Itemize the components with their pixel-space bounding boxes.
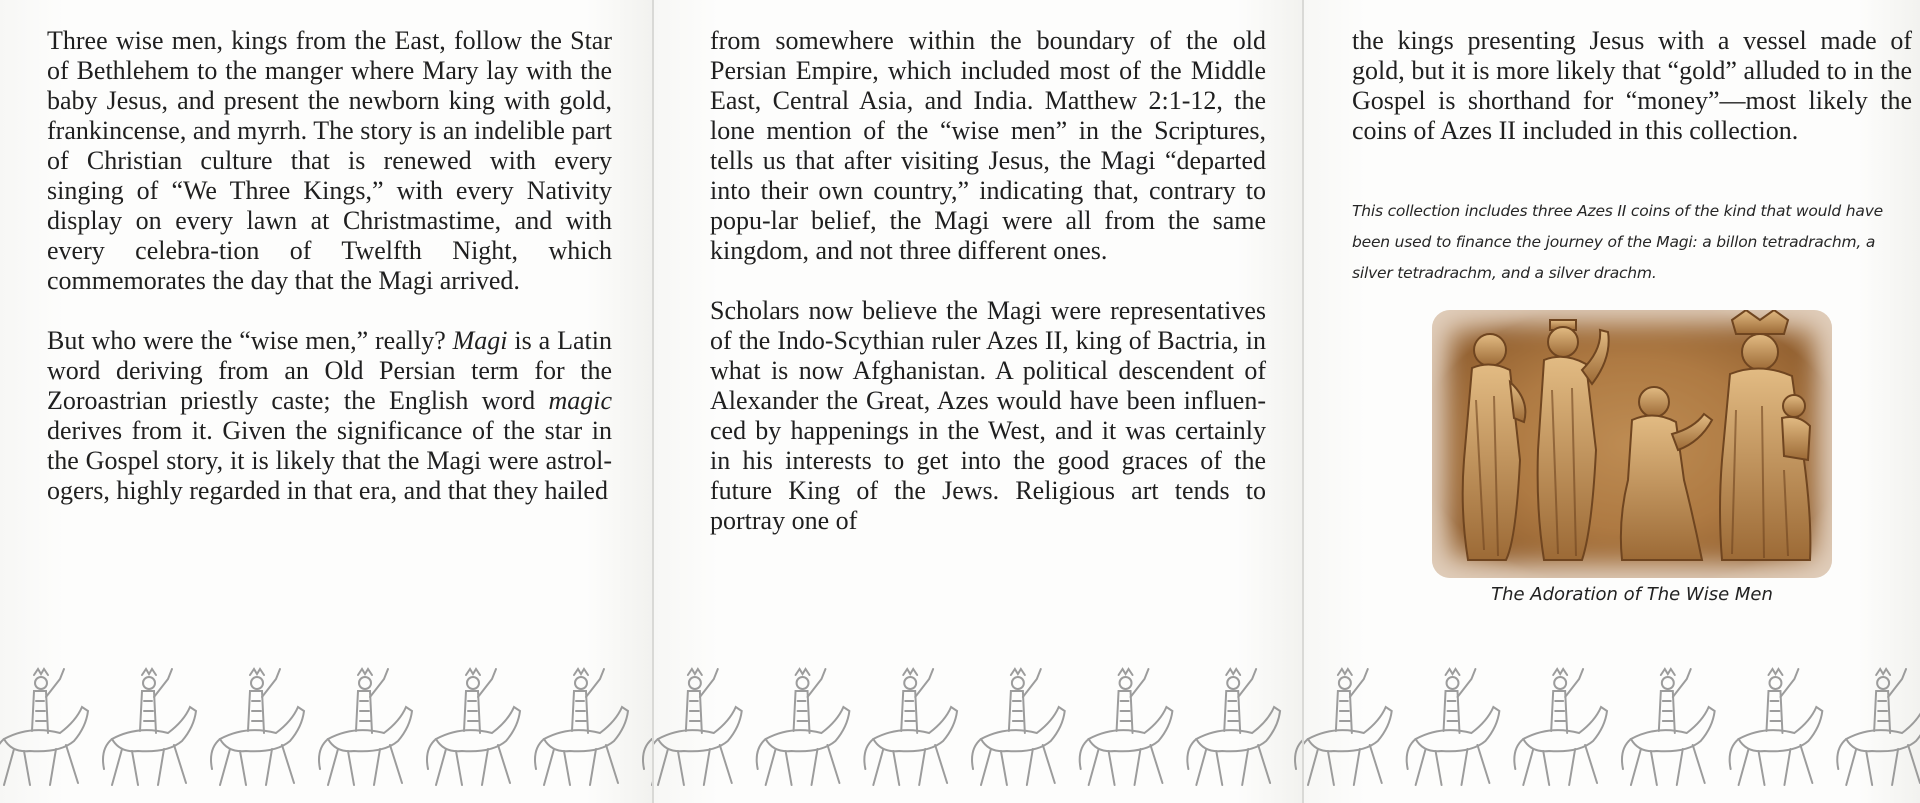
- adoration-relief-carving-icon: [1432, 310, 1832, 578]
- horse-rider-frieze-icon: [1304, 661, 1920, 789]
- image-caption: The Adoration of The Wise Men: [1491, 584, 1773, 605]
- panel-middle-text: [710, 26, 1266, 566]
- horse-rider-frieze-icon: [654, 661, 1302, 789]
- panel-middle: [652, 0, 1302, 803]
- panel-left-text: [47, 26, 612, 536]
- text-run: is a Latin word deriving from an Old Persian term for the Zoroastrian priestly caste; the English word: [47, 326, 612, 415]
- paragraph-persian-empire: from somewhere within the boundary of the old Persian Empire, which included most of the Middle East, Central Asia, and India. Matthew 2:1-12, the lone mention of the “wise men” in the Scriptures, tells us that after visiting Jesus, the Magi “departed into their own country,” indicating that, contrary to popu-lar belief, the Magi were all from the same kingdom, and not three different ones.: [710, 26, 1266, 265]
- italic-term-magic: magic: [548, 386, 612, 415]
- panel-left: [0, 0, 652, 803]
- collection-note: This collection includes three Azes II coins of the kind that would have been used to finance the journey of the Magi: a billon tetradrachm, a silver tetradrachm, and a silver drachm.: [1352, 202, 1884, 282]
- italic-term-magi: Magi: [452, 326, 508, 355]
- paragraph-intro: Three wise men, kings from the East, follow the Star of Bethlehem to the manger where Mary lay with the baby Jesus, and present the newborn king with gold, frankincense, and myrrh. The story is an indelible part of Christian culture that is renewed with every singing of “We Three Kings,” with every Nativity display on every lawn at Christmastime, and with every celebra-tion of Twelfth Night, which commemorates the day that the Magi arrived.: [47, 26, 612, 295]
- paragraph-who-were-the-magi: [47, 326, 612, 506]
- text-run: But who were the “wise men,” really?: [47, 326, 453, 355]
- paragraph-azes-ii: Scholars now believe the Magi were representatives of the Indo-Scythian ruler Azes II, king of Bactria, in what is now Afghanistan. A political descendent of Alexander the Great, Azes would have been influen-ced by happenings in the West, and it was certainly in his interests to get into the good graces of the future King of the Jews. Religious art tends to portray one of: [710, 296, 1266, 535]
- magi-frieze-decoration: [0, 661, 652, 789]
- horse-rider-frieze-icon: [0, 661, 652, 789]
- magi-frieze-decoration: [654, 661, 1302, 789]
- paragraph-gold-as-money: the kings presenting Jesus with a vessel made of gold, but it is more likely that “gold” alluded to in the Gospel is shorthand for “money”—most likely the coins of Azes II included in this collection.: [1352, 26, 1912, 145]
- magi-frieze-decoration: [1304, 661, 1920, 789]
- text-run: derives from it. Given the significance of the star in the Gospel story, it is likely that the Magi were astrol-ogers, highly regarded in that era, and that they hailed: [47, 416, 612, 505]
- adoration-relief-image: [1432, 310, 1832, 578]
- panel-right-text: [1352, 26, 1912, 176]
- panel-right: [1302, 0, 1920, 803]
